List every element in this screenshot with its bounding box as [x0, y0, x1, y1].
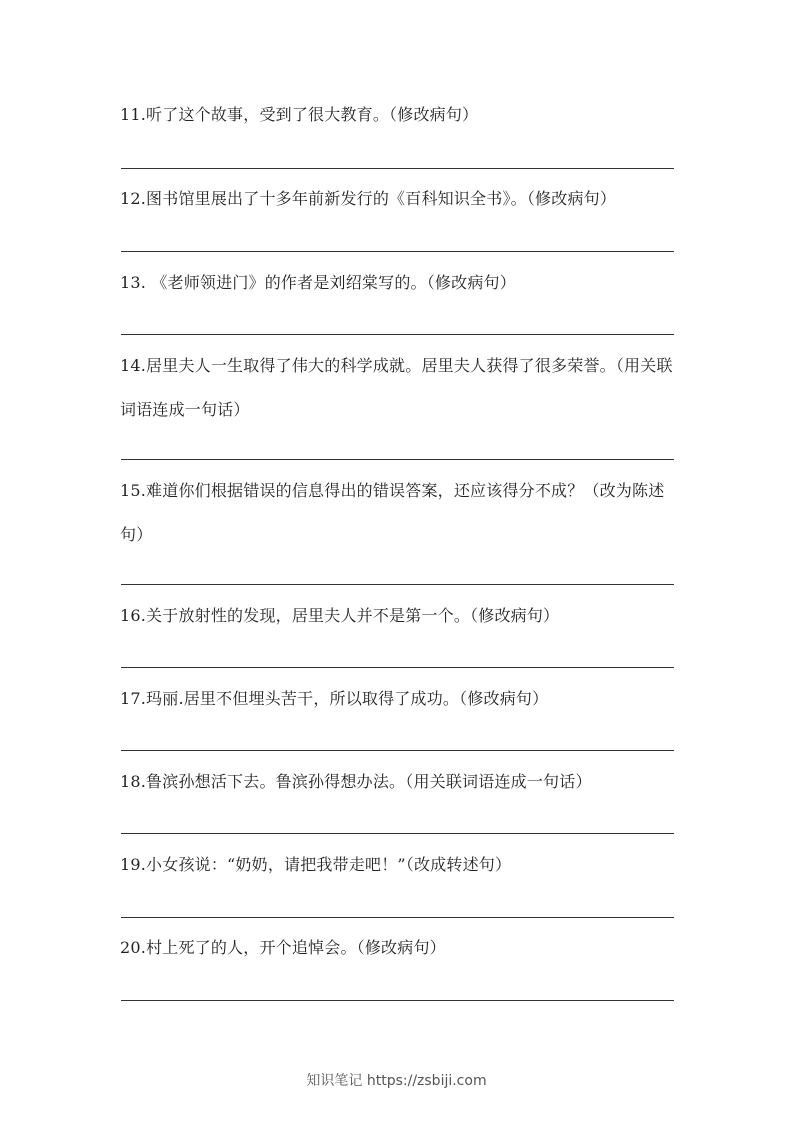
answer-line-18: [121, 833, 674, 834]
question-17: 17.玛丽.居里不但埋头苦干，所以取得了成功。（修改病句）: [120, 689, 549, 708]
answer-line-19: [121, 917, 674, 918]
question-14: 14.居里夫人一生取得了伟大的科学成就。居里夫人获得了很多荣誉。（用关联词语连成一句话）: [120, 356, 673, 419]
answer-line-15: [121, 584, 674, 585]
answer-line-17: [121, 750, 674, 751]
question-19: 19.小女孩说：“奶奶，请把我带走吧！”（改成转述句）: [120, 855, 512, 874]
answer-line-20: [121, 1000, 674, 1001]
answer-line-12: [121, 251, 674, 252]
answer-line-14: [121, 459, 674, 460]
question-18: 18.鲁滨孙想活下去。鲁滨孙得想办法。（用关联词语连成一句话）: [120, 772, 592, 791]
answer-line-11: [121, 168, 674, 169]
question-20: 20.村上死了的人，开个追悼会。（修改病句）: [120, 938, 446, 957]
question-15: 15.难道你们根据错误的信息得出的错误答案，还应该得分不成？（改为陈述句）: [120, 481, 665, 544]
question-13: 13. 《老师领进门》的作者是刘绍棠写的。（修改病句）: [120, 273, 516, 292]
answer-line-16: [121, 667, 674, 668]
question-16: 16.关于放射性的发现，居里夫人并不是第一个。（修改病句）: [120, 606, 560, 625]
footer-source: 知识笔记 https://zsbiji.com: [306, 1073, 487, 1089]
question-12: 12.图书馆里展出了十多年前新发行的《百科知识全书》。（修改病句）: [120, 189, 617, 208]
answer-line-13: [121, 334, 674, 335]
question-11: 11.听了这个故事，受到了很大教育。（修改病句）: [120, 105, 479, 124]
